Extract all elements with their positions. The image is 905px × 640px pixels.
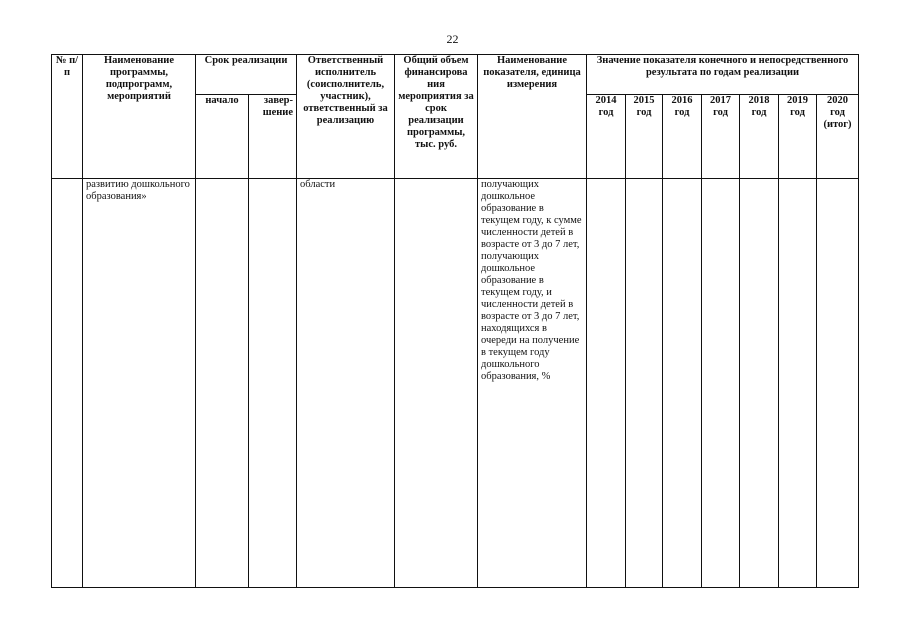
cell-value-2015	[626, 179, 663, 588]
header-indicator: Наименование показателя, единица измерения	[478, 55, 587, 179]
header-year-2015: 2015 год	[626, 95, 663, 179]
header-year-2018: 2018 год	[740, 95, 779, 179]
header-year-2020: 2020 год (итог)	[817, 95, 859, 179]
header-term-end: завер-шение	[249, 95, 297, 179]
header-term-start: начало	[196, 95, 249, 179]
header-term: Срок реализации	[196, 55, 297, 95]
header-year-2019: 2019 год	[779, 95, 817, 179]
cell-indicator: получающих дошкольное образование в текущем году, к сумме численности детей в возрасте от 3 до 7 лет, получающих дошкольное образование в текущем году, и численности детей в возрасте от 3 до 7 лет, находящихся в очереди на получение в текущем году дошкольного образования, %	[478, 179, 587, 588]
header-financing: Общий объем финансирова ния мероприятия за срок реализации программы, тыс. руб.	[395, 55, 478, 179]
cell-value-2016	[663, 179, 702, 588]
header-name: Наименование программы, подпрограмм, мероприятий	[83, 55, 196, 179]
cell-term-end	[249, 179, 297, 588]
cell-value-2020	[817, 179, 859, 588]
cell-value-2017	[702, 179, 740, 588]
header-num: № п/п	[52, 55, 83, 179]
cell-financing	[395, 179, 478, 588]
cell-responsible: области	[297, 179, 395, 588]
header-year-2017: 2017 год	[702, 95, 740, 179]
table-row	[52, 179, 859, 588]
cell-value-2014	[587, 179, 626, 588]
cell-value-2018	[740, 179, 779, 588]
page-number: 22	[446, 32, 459, 46]
cell-term-start	[196, 179, 249, 588]
header-year-2016: 2016 год	[663, 95, 702, 179]
header-responsible: Ответственный исполнитель (соисполнитель, участник), ответственный за реализацию	[297, 55, 395, 179]
cell-value-2019	[779, 179, 817, 588]
program-table	[51, 54, 859, 588]
header-year-2014: 2014 год	[587, 95, 626, 179]
cell-num	[52, 179, 83, 588]
header-values: Значение показателя конечного и непосредственного результата по годам реализации	[587, 55, 859, 95]
cell-name: развитию дошкольного образования»	[83, 179, 196, 588]
